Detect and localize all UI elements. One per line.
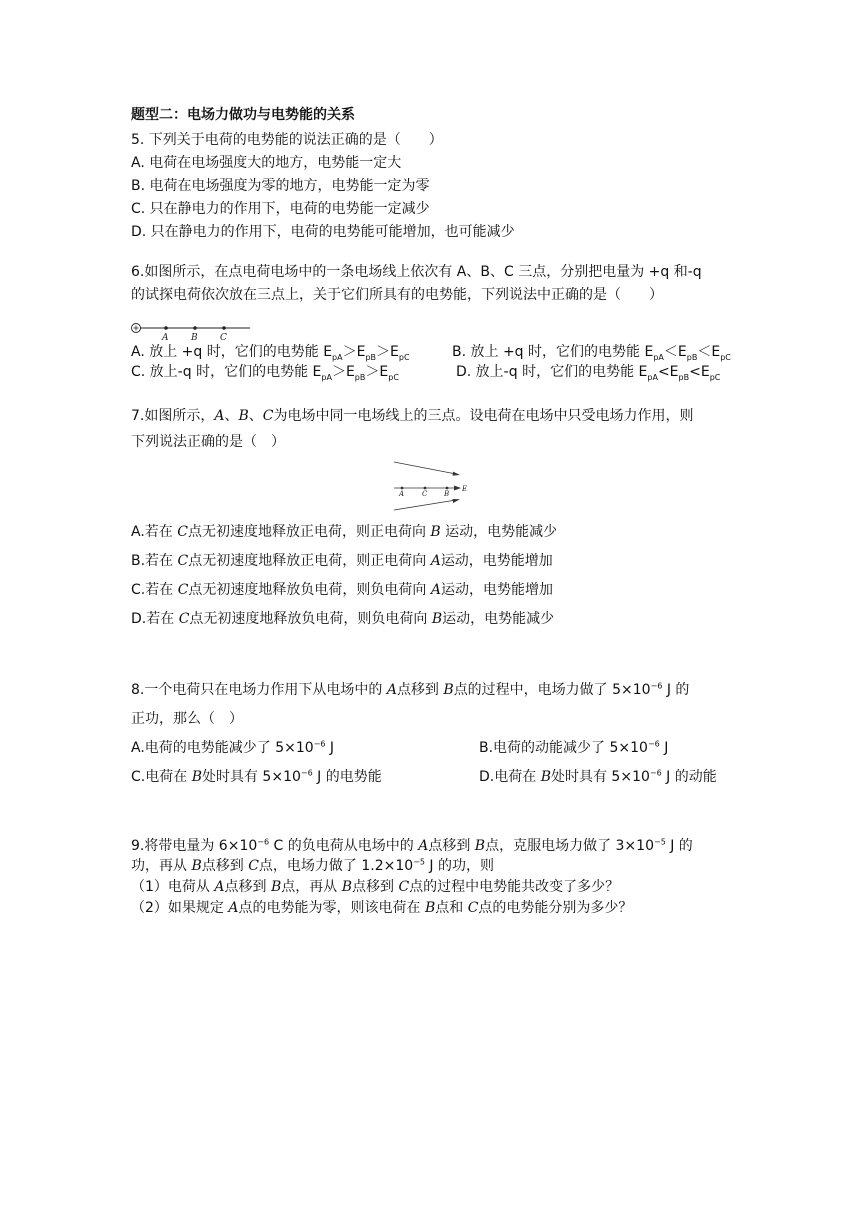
- q5-stem: 5. 下列关于电荷的电势能的说法正确的是（ ）: [131, 132, 443, 148]
- q6-stem-line1: 6.如图所示，在点电荷电场中的一条电场线上依次有 A、B、C 三点，分别把电量为 +q 和-q: [131, 264, 702, 280]
- q7-label-e: E: [462, 485, 468, 493]
- section-title: 题型二：电场力做功与电势能的关系: [131, 107, 355, 123]
- q7-electric-field-figure: [390, 458, 472, 514]
- q5-option-c: C. 只在静电力的作用下，电荷的电势能一定减少: [131, 201, 430, 217]
- point-c-dot: [222, 326, 226, 330]
- q8-option-c: C.电荷在 B处时具有 $5\times 10^{-6}$ J 的电势能: [131, 768, 382, 785]
- q8-option-d: D.电荷在 B处时具有 $5\times 10^{-6}$ J 的动能: [479, 768, 717, 785]
- q6-field-line-figure: [128, 318, 258, 344]
- q8-stem-line1: 8.一个电荷只在电场力作用下从电场中的 A点移到 B点的过程中，电场力做了 $5\times 10^{-6}$ J 的: [131, 681, 690, 698]
- upper-field-arrowhead: [453, 472, 460, 476]
- q5-option-b: B. 电荷在电场强度为零的地方，电势能一定为零: [131, 178, 430, 194]
- q6-label-b: B: [191, 333, 198, 343]
- point-c-dot: [424, 487, 427, 490]
- q7-option-a: A.若在 C点无初速度地释放正电荷，则正电荷向 B 运动，电势能减少: [131, 524, 558, 540]
- q7-option-b: B.若在 C点无初速度地释放正电荷，则正电荷向 A运动，电势能增加: [131, 553, 553, 569]
- q6-stem-line2: 的试探电荷依次放在三点上，关于它们所具有的电势能，下列说法中正确的是（ ）: [131, 287, 663, 303]
- q7-option-c: C.若在 C点无初速度地释放负电荷，则负电荷向 A运动，电势能增加: [131, 582, 553, 598]
- q6-label-a: A: [162, 333, 169, 343]
- q5-option-d: D. 只在静电力的作用下，电荷的电势能可能增加，也可能减少: [131, 224, 515, 240]
- q7-label-a: A: [399, 490, 405, 498]
- q9-part-1: （1）电荷从 A点移到 B点，再从 B点移到 C点的过程中电势能共改变了多少？: [131, 879, 620, 895]
- q8-stem-line2: 正功，那么（ ）: [131, 711, 243, 727]
- q7-option-d: D.若在 C点无初速度地释放负电荷，则负电荷向 B运动，电势能减少: [131, 611, 555, 627]
- point-b-dot: [446, 487, 449, 490]
- q9-stem-line1: 9.将带电量为 $6\times 10^{-6}$ C 的负电荷从电场中的 A点移到 B点，克服电场力做了 $3\times 10^{-5}$ J 的: [131, 837, 693, 854]
- q7-label-b: B: [444, 490, 450, 498]
- q5-option-a: A. 电荷在电场强度大的地方，电势能一定大: [131, 155, 402, 171]
- q6-option-a: A. 放上 +q 时，它们的电势能 $E_{pA}>E_{pB}>E_{pC}$: [131, 344, 410, 362]
- q7-label-c: C: [422, 490, 428, 498]
- q6-option-c: C. 放上-q 时，它们的电势能 $E_{pA}>E_{pB}>E_{pC}$: [131, 364, 399, 382]
- q6-option-d: D. 放上-q 时，它们的电势能 $E_{pA}<E_{pB}<E_{pC}$: [456, 364, 721, 382]
- lower-field-arrowhead: [452, 499, 460, 503]
- q6-label-c: C: [220, 333, 227, 343]
- point-a-dot: [401, 487, 404, 490]
- q9-part-2: （2）如果规定 A点的电势能为零，则该电荷在 B点和 C点的电势能分别为多少？: [131, 900, 633, 916]
- q7-stem-line2: 下列说法正确的是（ ）: [131, 434, 285, 450]
- q9-stem-line2: 功，再从 B点移到 C点，电场力做了 $1.2\times 10^{-5}$ J 的功，则: [131, 857, 495, 874]
- q6-option-b: B. 放上 +q 时，它们的电势能 $E_{pA}<E_{pB}<E_{pC}$: [452, 344, 731, 362]
- point-a-dot: [164, 326, 168, 330]
- q8-option-b: B.电荷的动能减少了 $5\times 10^{-6}$ J: [479, 739, 669, 756]
- q7-stem-line1: 7.如图所示，A、B、C为电场中同一电场线上的三点。设电荷在电场中只受电场力作用，则: [131, 408, 694, 424]
- point-b-dot: [193, 326, 197, 330]
- middle-field-arrowhead: [454, 486, 461, 491]
- q8-option-a: A.电荷的电势能减少了 $5\times 10^{-6}$ J: [131, 739, 335, 756]
